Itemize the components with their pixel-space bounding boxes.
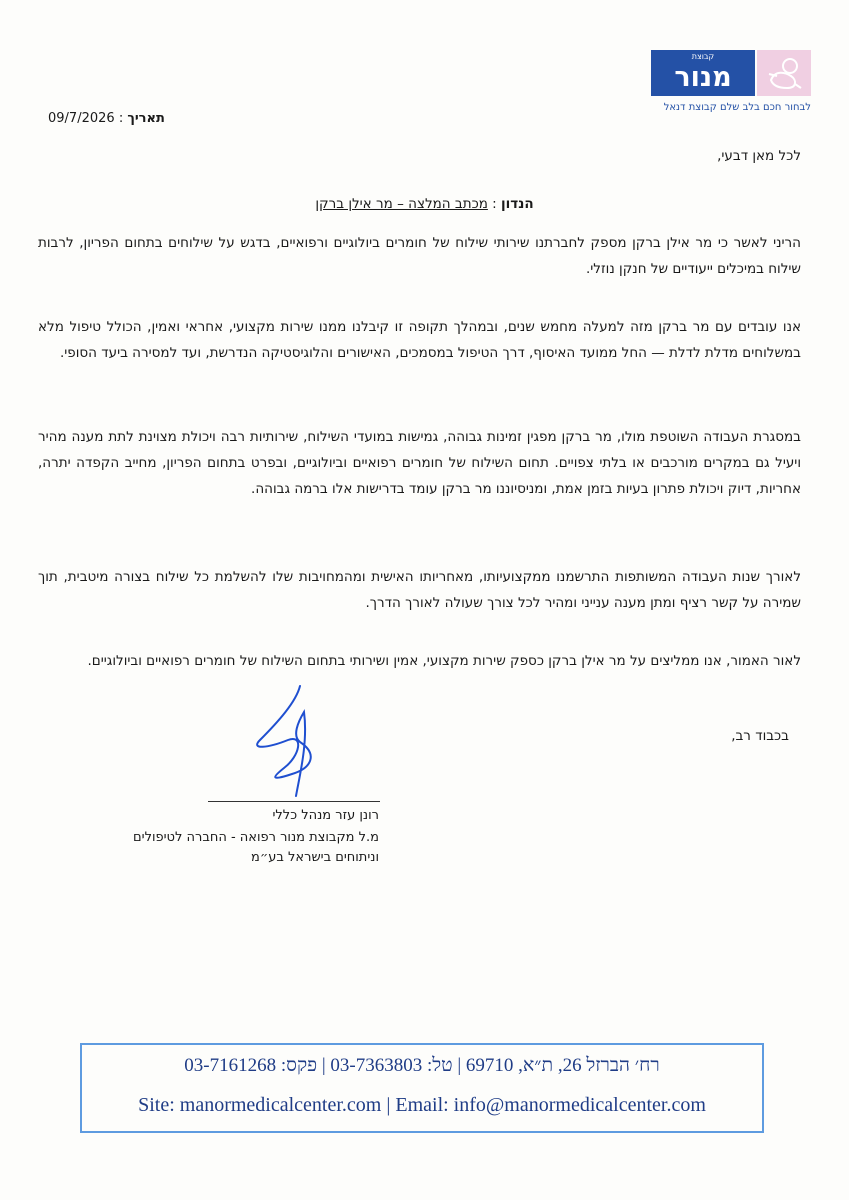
company-logo [631,46,811,130]
subject-line: הנדון : מכתב המלצה – מר אילן ברקן [315,196,534,212]
logo-tagline: לבחור חכם בלב שלם קבוצת דנאל [663,102,811,113]
signature-line [208,801,380,802]
logo-wordmark-block [651,50,755,96]
body-paragraph: לאור האמור, אנו ממליצים על מר אילן ברקן כספק שירות מקצועי, אמין ושירותי בתחום השילוח של חומרים רפואיים וביולוגיים. [87,653,801,669]
body-paragraph: הריני לאשר כי מר אילן ברקן מספק לחברתנו שירותי שילוח של חומרים ביולוגיים ורפואיים, בדגש על שילוחים בתחום הפריון, לרבות שילוח במיכלים ייעודיים של חנקן נוזלי. [38,235,801,277]
subject-label: הנדון [501,196,534,212]
body-paragraph: לאורך שנות העבודה המשותפות התרשמנו ממקצועיותו, מאחריותו האישית ומהמחויבות שלו להשלמת כל שילוח בצורה מיטבית, תוך שמירה על קשר רציף ומתן מענה ענייני ומהיר לכל צורך שעולה לאורך הדרך. [38,569,801,611]
letter-date: 09/7/2026 : תאריך [48,111,165,126]
footer-address: רח׳ הברזל 26, ת״א, 69710 | טל: 03-7363803 | פקס: 03-7161268 [184,1055,660,1076]
subject-text: מכתב המלצה – מר אילן ברקן [315,196,488,212]
signer-title: מ.ל מקבוצת מנור רפואה - החברה לטיפולים [133,830,379,845]
body-paragraph: במסגרת העבודה השוטפת מולו, מר ברקן מפגין זמינות גבוהה, גמישות במועדי השילוח, שירותיות רבה ויכולת מצוינת לתת מענה מהיר ויעיל גם במקרים מורכבים או בלתי צפויים. תחום השילוח של חומרים רפואיים וביולוגיים, ובפרט בתחום הפריון, מחייב הקפדה יתרה, אחריות, דיוק ויכולת פתרון בעיות בזמן אמת, ומניסיוננו מר ברקן עומד בדרישות אלו ברמה גבוהה. [38,429,801,497]
signer-name: רונן עזר מנהל כללי [272,808,379,823]
greeting: לכל מאן דבעי, [717,148,801,164]
logo-main-text: מנור [674,62,732,93]
date-label: תאריך [127,111,165,126]
date-value: 09/7/2026 [48,111,115,126]
closing-salutation: בכבוד רב, [731,728,789,744]
signer-title: וניתוחים בישראל בע״מ [251,850,379,865]
contact-footer [80,1043,764,1133]
handwritten-signature [238,682,350,800]
logo-small-text: קבוצת [691,52,715,61]
body-paragraph: אנו עובדים עם מר ברקן מזה למעלה מחמש שנים, ובמהלך תקופה זו קיבלנו ממנו שירות מקצועי, אחראי ואמין, הכולל טיפול מלא במשלוחים מדלת לדלת — החל ממועד האיסוף, דרך הטיפול במסמכים, האישורים והלוגיסטיקה הנדרשת, ועד למסירה ביעד הסופי. [38,319,801,361]
baby-icon [757,50,811,96]
footer-web-contact: Site: manormedicalcenter.com | Email: info@manormedicalcenter.com [138,1094,706,1116]
